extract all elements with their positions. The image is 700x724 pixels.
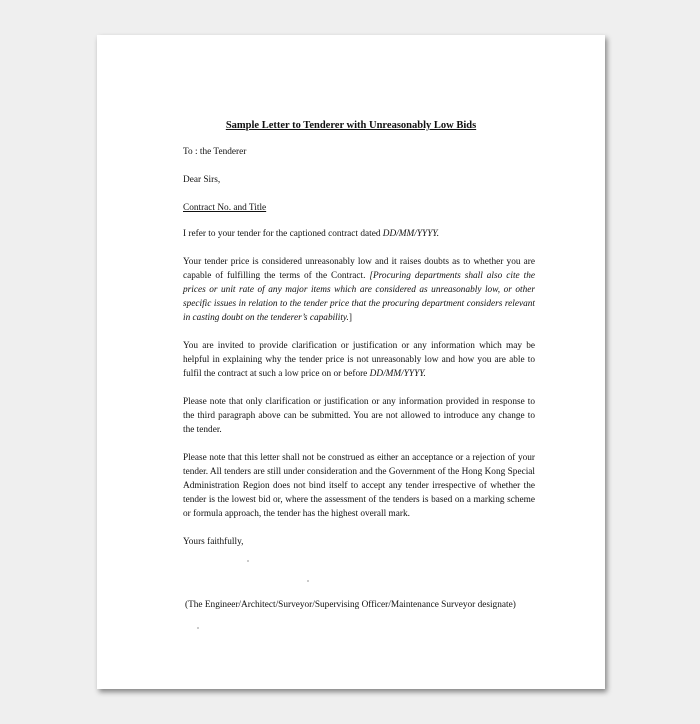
salutation: Dear Sirs,: [183, 175, 221, 185]
signature-line: (The Engineer/Architect/Surveyor/Supervising Officer/Maintenance Surveyor designate): [185, 600, 516, 610]
document-page: [97, 35, 605, 689]
recipient-line: To : the Tenderer: [183, 147, 247, 157]
paragraph-3: [183, 339, 535, 381]
scan-speck: [307, 580, 309, 582]
paragraph-3-date: DD/MM/YYYY.: [369, 369, 426, 379]
paragraph-5: Please note that this letter shall not be construed as either an acceptance or a rejection of your tender. All tenders are still under consideration and the Government of the Hong Kong Special Administration Region does not bind itself to accept any tender irrespective of whether the tender is the lowest bid or, where the assessment of the tenders is based on a marking scheme or formula approach, the tender has the highest overall mark.: [183, 453, 535, 519]
paragraph-2-text: Your tender price is considered unreasonably low and it raises doubts as to whether you are capable of fulfilling the terms of the Contract.: [183, 257, 535, 281]
closing-line: Yours faithfully,: [183, 537, 244, 547]
paragraph-2: [183, 255, 535, 325]
letter-body: [183, 145, 535, 549]
scan-speck: [197, 627, 199, 629]
subject-line: Contract No. and Title: [183, 203, 267, 213]
paragraph-4: Please note that only clarification or justification or any information provided in response to the third paragraph above can be submitted. You are not allowed to introduce any change to the tender.: [183, 397, 535, 435]
paragraph-1: [183, 227, 535, 241]
letter-title: Sample Letter to Tenderer with Unreasonably Low Bids: [225, 120, 477, 131]
scan-speck: [247, 560, 249, 562]
paragraph-1-date: DD/MM/YYYY.: [382, 229, 440, 239]
paragraph-2-close: ]: [348, 313, 352, 323]
paragraph-2-note: [Procuring departments shall also cite the prices or unit rate of any major items which are considered as unreasonably low, or other specific issues in relation to the tender price that the procuring department considers relevant in casting doubt on the tenderer’s capability.: [183, 271, 535, 323]
paragraph-1-text: I refer to your tender for the captioned contract dated: [183, 229, 383, 239]
paragraph-3-text: You are invited to provide clarification or justification or any information which may be helpful in explaining why the tender price is not unreasonably low and how you are able to fulfil the contract at such a low price on or before: [183, 341, 535, 379]
